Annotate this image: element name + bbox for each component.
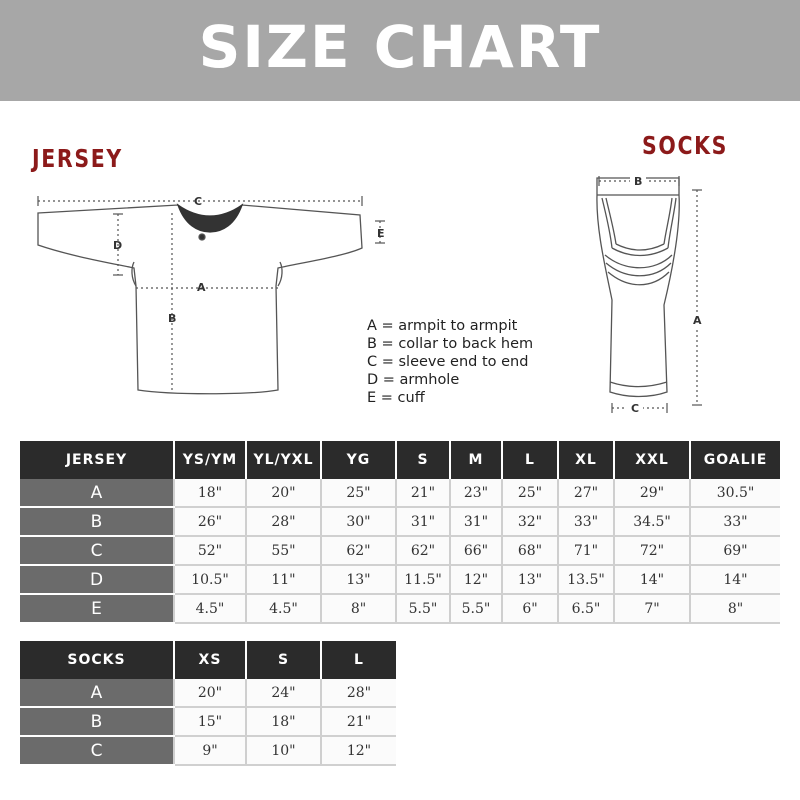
table-cell: 20"	[246, 479, 321, 507]
table-row	[20, 565, 780, 594]
legend-item-e: E = cuff	[367, 390, 425, 406]
table-corner-header: JERSEY	[20, 441, 174, 479]
table-cell: 10.5"	[174, 565, 246, 594]
table-cell: 68"	[502, 536, 558, 565]
size-column-header: YS/YM	[174, 441, 246, 479]
table-cell: 21"	[321, 707, 396, 736]
table-cell: 11"	[246, 565, 321, 594]
table-cell: 24"	[246, 679, 321, 707]
table-cell: 28"	[246, 507, 321, 536]
table-cell: 4.5"	[174, 594, 246, 623]
table-cell: 11.5"	[396, 565, 450, 594]
table-cell: 6"	[502, 594, 558, 623]
row-label: B	[20, 507, 174, 536]
table-cell: 27"	[558, 479, 614, 507]
table-cell: 21"	[396, 479, 450, 507]
table-cell: 33"	[558, 507, 614, 536]
jersey-label-a: A	[197, 281, 206, 294]
page-title: SIZE CHART	[198, 13, 602, 81]
table-cell: 32"	[502, 507, 558, 536]
size-column-header: S	[246, 641, 321, 679]
table-cell: 9"	[174, 736, 246, 765]
table-cell: 12"	[321, 736, 396, 765]
row-label: B	[20, 707, 174, 736]
table-row	[20, 507, 780, 536]
table-row	[20, 679, 396, 707]
sock-illustration	[597, 178, 679, 397]
size-column-header: L	[321, 641, 396, 679]
jersey-heading: JERSEY	[32, 144, 123, 173]
table-row	[20, 536, 780, 565]
legend-item-c: C = sleeve end to end	[367, 354, 529, 370]
table-cell: 13"	[321, 565, 396, 594]
table-cell: 8"	[321, 594, 396, 623]
jersey-label-c: C	[194, 195, 203, 208]
size-column-header: M	[450, 441, 502, 479]
table-cell: 12"	[450, 565, 502, 594]
table-cell: 66"	[450, 536, 502, 565]
table-cell: 71"	[558, 536, 614, 565]
table-cell: 33"	[690, 507, 780, 536]
table-cell: 8"	[690, 594, 780, 623]
table-cell: 20"	[174, 679, 246, 707]
table-row	[20, 707, 396, 736]
table-cell: 62"	[396, 536, 450, 565]
table-row	[20, 736, 396, 765]
table-cell: 31"	[396, 507, 450, 536]
jersey-legend	[367, 317, 533, 407]
table-cell: 26"	[174, 507, 246, 536]
socks-size-table	[20, 641, 396, 766]
size-column-header: L	[502, 441, 558, 479]
size-column-header: XS	[174, 641, 246, 679]
table-cell: 14"	[614, 565, 690, 594]
jersey-label-d: D	[113, 239, 123, 252]
legend-item-a: A = armpit to armpit	[367, 318, 518, 334]
jersey-size-table	[20, 441, 780, 624]
table-cell: 5.5"	[396, 594, 450, 623]
table-cell: 25"	[321, 479, 396, 507]
legend-item-b: B = collar to back hem	[367, 336, 534, 352]
table-cell: 62"	[321, 536, 396, 565]
table-cell: 18"	[246, 707, 321, 736]
table-cell: 30.5"	[690, 479, 780, 507]
table-cell: 5.5"	[450, 594, 502, 623]
row-label: E	[20, 594, 174, 623]
table-cell: 13.5"	[558, 565, 614, 594]
table-cell: 7"	[614, 594, 690, 623]
socks-label-c: C	[631, 402, 640, 415]
socks-heading: SOCKS	[642, 131, 729, 160]
socks-label-a: A	[693, 314, 702, 327]
table-cell: 30"	[321, 507, 396, 536]
row-label: A	[20, 679, 174, 707]
table-cell: 55"	[246, 536, 321, 565]
table-cell: 25"	[502, 479, 558, 507]
table-cell: 23"	[450, 479, 502, 507]
jersey-label-b: B	[168, 312, 177, 325]
table-cell: 34.5"	[614, 507, 690, 536]
jersey-label-e: E	[377, 227, 385, 240]
table-cell: 52"	[174, 536, 246, 565]
table-header-row	[20, 441, 780, 479]
table-cell: 4.5"	[246, 594, 321, 623]
row-label: D	[20, 565, 174, 594]
size-column-header: XL	[558, 441, 614, 479]
size-column-header: GOALIE	[690, 441, 780, 479]
table-row	[20, 594, 780, 623]
table-corner-header: SOCKS	[20, 641, 174, 679]
size-column-header: S	[396, 441, 450, 479]
row-label: C	[20, 536, 174, 565]
table-cell: 28"	[321, 679, 396, 707]
table-cell: 72"	[614, 536, 690, 565]
table-row	[20, 479, 780, 507]
size-column-header: XXL	[614, 441, 690, 479]
table-cell: 13"	[502, 565, 558, 594]
table-cell: 31"	[450, 507, 502, 536]
table-cell: 29"	[614, 479, 690, 507]
table-cell: 6.5"	[558, 594, 614, 623]
row-label: A	[20, 479, 174, 507]
table-cell: 15"	[174, 707, 246, 736]
socks-label-b: B	[634, 175, 643, 188]
size-column-header: YG	[321, 441, 396, 479]
table-cell: 14"	[690, 565, 780, 594]
row-label: C	[20, 736, 174, 765]
table-cell: 10"	[246, 736, 321, 765]
table-cell: 18"	[174, 479, 246, 507]
table-header-row	[20, 641, 396, 679]
legend-item-d: D = armhole	[367, 372, 460, 388]
table-cell: 69"	[690, 536, 780, 565]
size-column-header: YL/YXL	[246, 441, 321, 479]
